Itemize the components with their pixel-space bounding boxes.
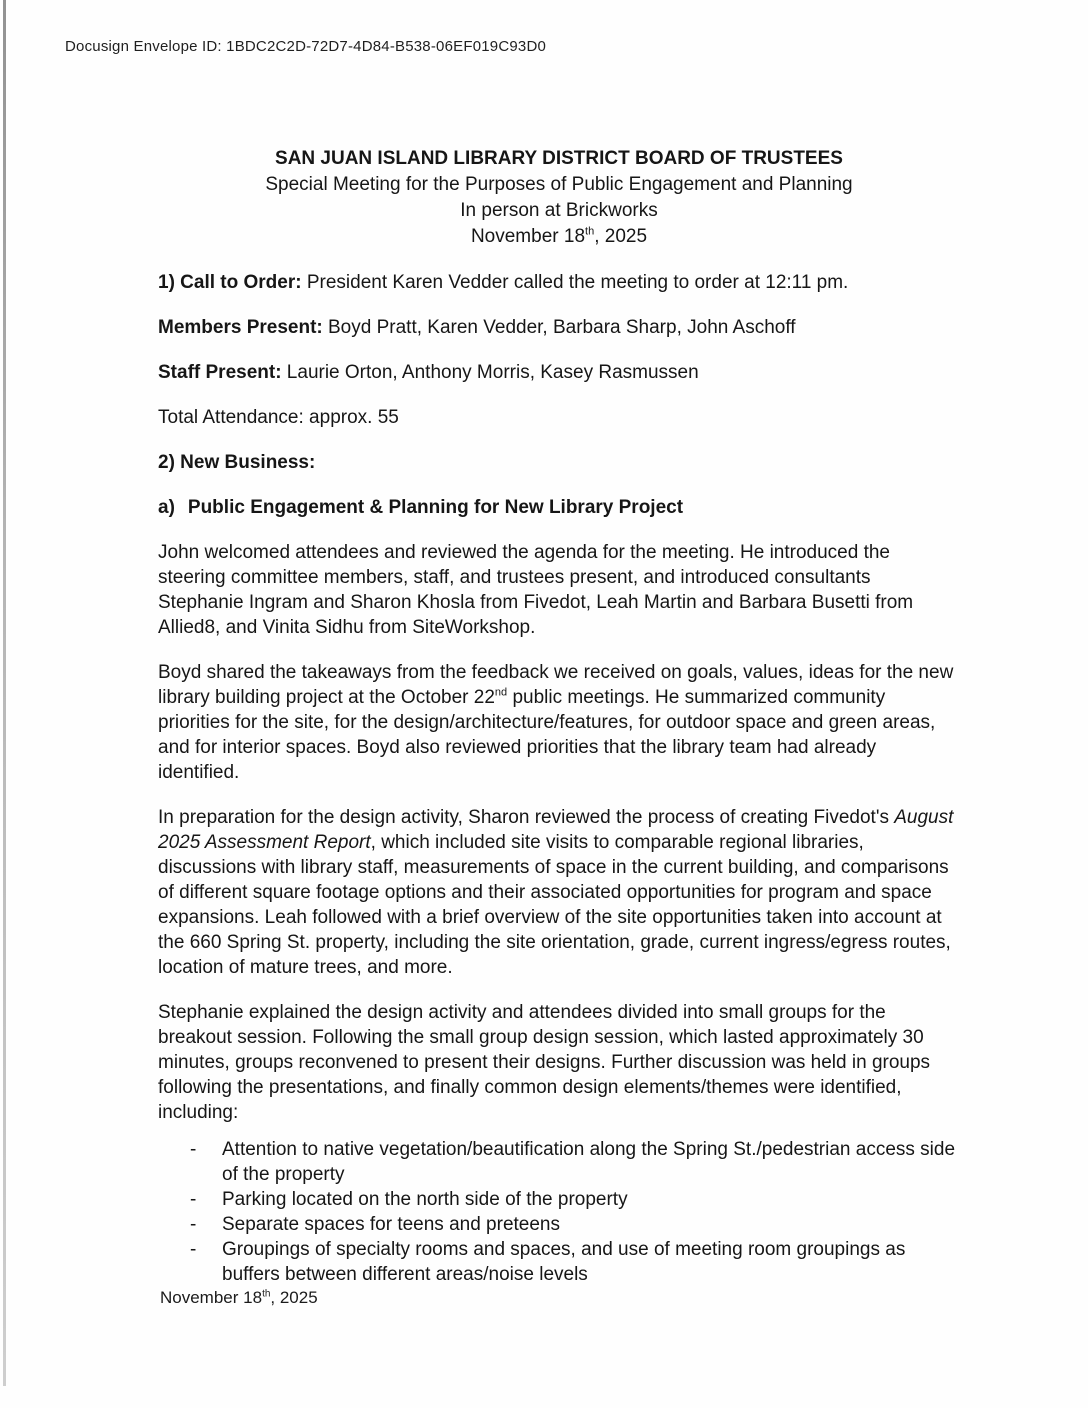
members-present-text: Boyd Pratt, Karen Vedder, Barbara Sharp, John Aschoff [322, 317, 796, 338]
paragraph-welcome: John welcomed attendees and reviewed the agenda for the meeting. He introduced the steering committee members, staff, and trustees present, and introduced consultants Stephanie Ingram and Sharon Khosla from Fivedot, Leah Martin and Barbara Busetti from Allied8, and Vinita Sidhu from SiteWorkshop. [158, 542, 914, 638]
staff-present-text: Laurie Orton, Anthony Morris, Kasey Rasmussen [281, 362, 699, 383]
bullet-marker: - [190, 1139, 197, 1160]
list-item-text: Groupings of specialty rooms and spaces, and use of meeting room groupings as buffers between different areas/noise levels [222, 1239, 906, 1285]
paragraph-takeaways [158, 660, 960, 785]
paragraph-design-activity: Stephanie explained the design activity and attendees divided into small groups for the breakout session. Following the small group design session, which lasted approximately 30 minutes, groups reconvened to present their designs. Further discussion was held in groups following the presentations, and finally common design elements/themes were identified, including: [158, 1002, 931, 1123]
footer-date-ordinal: th [262, 1288, 271, 1300]
design-themes-list [158, 1137, 960, 1287]
agenda-item-a [158, 495, 960, 520]
call-to-order-label: 1) Call to Order: [158, 272, 302, 293]
new-business-heading: 2) New Business: [158, 452, 316, 473]
list-item [190, 1212, 960, 1237]
meeting-date-ordinal: th [585, 225, 595, 238]
members-present-line [158, 315, 960, 340]
footer-date-suffix: , 2025 [270, 1288, 318, 1307]
agenda-item-a-label: a) [158, 497, 175, 518]
list-item [190, 1137, 960, 1187]
staff-present-label: Staff Present: [158, 362, 282, 383]
paragraph-assessment-text-2: , which included site visits to comparable regional libraries, discussions with library staff, measurements of space in the current building, and comparisons of different square footage options and their associated opportunities for program and space expansions. Leah followed with a brief overview of the site opportunities taken into account at the 660 Spring St. property, including the site orientation, grade, current ingress/egress routes, location of mature trees, and more. [158, 832, 951, 978]
meeting-date [158, 224, 960, 250]
assessment-report-title: August 2025 Assessment Report [158, 807, 954, 853]
bullet-marker: - [190, 1189, 197, 1210]
members-present-label: Members Present: [158, 317, 323, 338]
agenda-item-a-title: Public Engagement & Planning for New Library Project [187, 497, 684, 518]
meeting-date-suffix: , 2025 [594, 226, 648, 247]
paragraph-takeaways-ordinal: nd [494, 686, 508, 699]
total-attendance-line: Total Attendance: approx. 55 [158, 407, 399, 428]
list-item-text: Parking located on the north side of the property [222, 1189, 628, 1210]
list-item-text: Attention to native vegetation/beautification along the Spring St./pedestrian access side of the property [222, 1139, 956, 1185]
scan-edge-artifact [3, 0, 6, 1386]
paragraph-assessment [158, 805, 960, 980]
staff-present-line [158, 360, 960, 385]
meeting-location: In person at Brickworks [460, 200, 658, 221]
bullet-marker: - [190, 1214, 197, 1235]
bullet-marker: - [190, 1239, 197, 1260]
docusign-envelope-id: Docusign Envelope ID: 1BDC2C2D-72D7-4D84-B538-06EF019C93D0 [65, 38, 547, 55]
document-header [158, 146, 960, 250]
list-item [190, 1187, 960, 1212]
list-item [190, 1237, 960, 1287]
paragraph-assessment-text-1: In preparation for the design activity, Sharon reviewed the process of creating Fivedot's [158, 807, 895, 828]
document-subtitle: Special Meeting for the Purposes of Public Engagement and Planning [265, 174, 853, 195]
paragraph-takeaways-text-1: Boyd shared the takeaways from the feedback we received on goals, values, ideas for the new library building project at the October 22 [158, 662, 954, 708]
footer-date-prefix: November 18 [160, 1288, 263, 1307]
document-title: SAN JUAN ISLAND LIBRARY DISTRICT BOARD OF TRUSTEES [275, 148, 843, 169]
list-item-text: Separate spaces for teens and preteens [222, 1214, 561, 1235]
document-body [158, 0, 960, 1287]
paragraph-takeaways-text-2: public meetings. He summarized community priorities for the site, for the design/architecture/features, for outdoor space and green areas, and for interior spaces. Boyd also reviewed priorities that the library team had already identified. [158, 687, 936, 783]
call-to-order-line [158, 270, 960, 295]
meeting-date-prefix: November 18 [470, 226, 586, 247]
call-to-order-text: President Karen Vedder called the meeting to order at 12:11 pm. [301, 272, 849, 293]
page-footer-date [160, 1288, 318, 1308]
